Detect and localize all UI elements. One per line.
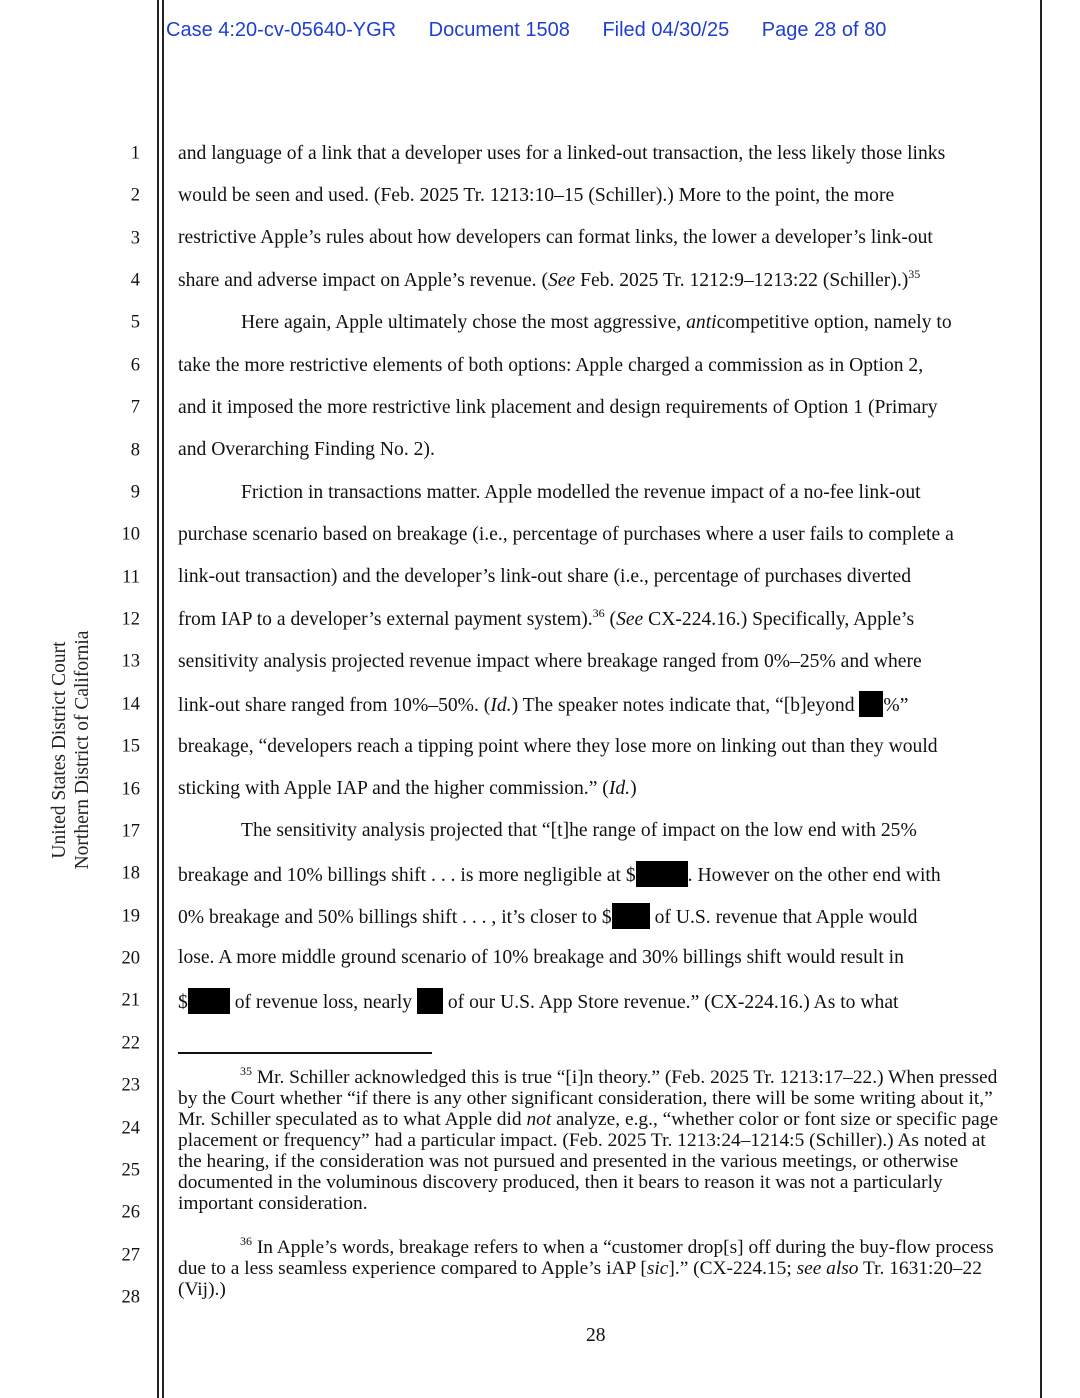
footnote-36-text	[178, 1234, 1010, 1300]
line-number: 23	[121, 1075, 140, 1096]
body-line-4	[178, 267, 921, 292]
line-number: 22	[121, 1033, 140, 1054]
body-line-17: The sensitivity analysis projected that “[t]he range of impact on the low end with 25%	[241, 820, 917, 841]
court-side-label	[48, 620, 94, 880]
footnote-ref-36: 36	[592, 606, 605, 620]
body-line-19	[178, 903, 917, 929]
line-number: 27	[121, 1245, 140, 1266]
line-number: 4	[130, 270, 140, 291]
text: link-out share ranged from 10%–50%. (	[178, 695, 491, 716]
citation-id: Id.	[490, 695, 512, 716]
emphasis: sic	[646, 1258, 669, 1279]
footnote-number: 36	[240, 1234, 252, 1248]
text: of our U.S. App Store revenue.” (CX-224.16.) As to what	[442, 992, 899, 1013]
line-number: 20	[121, 948, 140, 969]
line-number: 24	[121, 1118, 140, 1138]
emphasis: not	[526, 1109, 552, 1130]
text: from IAP to a developer’s external payment system).	[178, 609, 593, 630]
line-number: 12	[121, 609, 140, 630]
line-number: 8	[130, 440, 140, 461]
court-district: Northern District of California	[72, 630, 93, 870]
redaction-box	[612, 903, 650, 929]
citation-signal: See	[616, 609, 644, 630]
redaction-box	[188, 988, 230, 1014]
text: of U.S. revenue that Apple would	[649, 907, 918, 928]
case-number: Case 4:20-cv-05640-YGR	[166, 19, 397, 41]
footnote-ref-35: 35	[908, 267, 921, 281]
body-line-9: Friction in transactions matter. Apple modelled the revenue impact of a no-fee link-out	[241, 482, 921, 503]
body-line-12	[178, 606, 915, 631]
line-number: 11	[122, 567, 140, 588]
body-line-1: and language of a link that a developer uses for a linked-out transaction, the less likely those links	[178, 143, 946, 164]
line-number: 10	[121, 524, 140, 545]
line-number: 28	[121, 1287, 140, 1308]
page-number: 28	[586, 1325, 606, 1346]
line-number: 26	[121, 1202, 140, 1223]
text: ) The speaker notes indicate that, “[b]eyond	[511, 695, 860, 716]
citation-signal: see also	[796, 1258, 859, 1279]
line-number: 7	[130, 397, 140, 418]
left-margin-line-outer	[157, 0, 159, 1398]
body-line-20: lose. A more middle ground scenario of 10% breakage and 30% billings shift would result in	[178, 947, 904, 968]
line-number: 17	[121, 821, 140, 842]
text: ].” (CX-224.15;	[668, 1258, 797, 1279]
body-line-15: breakage, “developers reach a tipping point where they lose more on linking out than they would	[178, 736, 938, 757]
page-count: Page 28 of 80	[761, 19, 887, 41]
footnote-separator	[178, 1052, 432, 1054]
citation-signal: See	[547, 270, 576, 291]
body-line-14	[178, 691, 908, 717]
text: sticking with Apple IAP and the higher commission.” (	[178, 778, 609, 799]
text: Mr. Schiller acknowledged this is true “[i]n theory.” (Feb. 2025 Tr. 1213:17–22.) When pressed by the Court whether “if there is any other significant consideration, there will be some writing about it,” Mr. Schiller speculated as to what Apple did	[178, 1067, 998, 1130]
text: In Apple’s words, breakage refers to when a “customer drop[s] off during the buy-flow process due to a less seamless experience compared to Apple’s iAP [	[178, 1237, 994, 1279]
body-line-8: and Overarching Finding No. 2).	[178, 439, 435, 460]
text: Tr. 1631:20–22 (Vij).)	[178, 1258, 982, 1300]
text: share and adverse impact on Apple’s revenue. (	[178, 270, 548, 291]
redaction-box	[417, 988, 443, 1014]
body-line-11: link-out transaction) and the developer’s link-out share (i.e., percentage of purchases diverted	[178, 566, 912, 587]
footnote-36	[178, 1234, 1010, 1300]
text: Here again, Apple ultimately chose the most aggressive,	[241, 312, 687, 333]
body-line-21	[178, 988, 898, 1014]
right-margin-line	[1040, 0, 1042, 1398]
text: competitive option, namely to	[716, 312, 952, 333]
text: of revenue loss, nearly	[229, 992, 417, 1013]
body-line-7: and it imposed the more restrictive link placement and design requirements of Option 1 (Primary	[178, 397, 938, 418]
document-number: Document 1508	[428, 19, 570, 41]
line-number: 16	[121, 779, 140, 800]
text: . However on the other end with	[687, 865, 941, 886]
text: Feb. 2025 Tr. 1212:9–1213:22 (Schiller).)	[575, 270, 909, 291]
line-number: 13	[121, 651, 140, 672]
line-number: 15	[121, 736, 140, 757]
line-number: 5	[130, 312, 140, 333]
footnote-35-text	[178, 1064, 1010, 1214]
text: $	[178, 992, 188, 1013]
line-number: 18	[121, 863, 140, 884]
line-number: 14	[121, 694, 140, 715]
filing-header	[166, 19, 913, 42]
body-line-2: would be seen and used. (Feb. 2025 Tr. 1213:10–15 (Schiller).) More to the point, the more	[178, 185, 895, 206]
redaction-box	[859, 691, 883, 717]
left-margin-line-inner	[162, 0, 164, 1398]
body-line-13: sensitivity analysis projected revenue impact where breakage ranged from 0%–25% and where	[178, 651, 922, 672]
text: analyze, e.g., “whether color or font size or specific page placement or frequency” had a particular impact. (Feb. 2025 Tr. 1213:24–1214:5 (Schiller).) As noted at the hearing, if the consideration was not pursued and presented in the various meetings, or otherwise documented in the voluminous discovery produced, then it bears to reason it was not a particularly important consideration.	[178, 1109, 999, 1214]
footnote-number: 35	[240, 1064, 252, 1078]
body-line-16	[178, 778, 637, 800]
line-number: 25	[121, 1160, 140, 1181]
text: breakage and 10% billings shift . . . is more negligible at $	[178, 865, 636, 886]
body-line-10: purchase scenario based on breakage (i.e., percentage of purchases where a user fails to complete a	[178, 524, 954, 545]
filed-date: Filed 04/30/25	[602, 19, 730, 41]
line-number: 9	[130, 482, 140, 503]
court-name: United States District Court	[49, 641, 70, 859]
line-number: 3	[130, 228, 140, 249]
emphasis: anti	[686, 312, 717, 333]
body-line-18	[178, 861, 941, 887]
line-number: 6	[130, 355, 140, 376]
citation-id: Id.	[608, 778, 631, 799]
text: 0% breakage and 50% billings shift . . . , it’s closer to $	[178, 907, 612, 928]
text: %”	[883, 695, 909, 716]
text: CX-224.16.) Specifically, Apple’s	[643, 609, 915, 630]
text: (	[604, 609, 617, 630]
redaction-box	[636, 861, 688, 887]
line-number: 1	[130, 143, 140, 164]
body-line-5	[241, 312, 952, 334]
line-number: 21	[121, 990, 140, 1011]
body-line-6: take the more restrictive elements of both options: Apple charged a commission as in Option 2,	[178, 355, 924, 376]
text: )	[630, 778, 637, 799]
line-number: 2	[130, 185, 140, 206]
line-number: 19	[121, 906, 140, 927]
body-line-3: restrictive Apple’s rules about how developers can format links, the lower a developer’s link-out	[178, 227, 933, 248]
footnote-35	[178, 1064, 1010, 1214]
